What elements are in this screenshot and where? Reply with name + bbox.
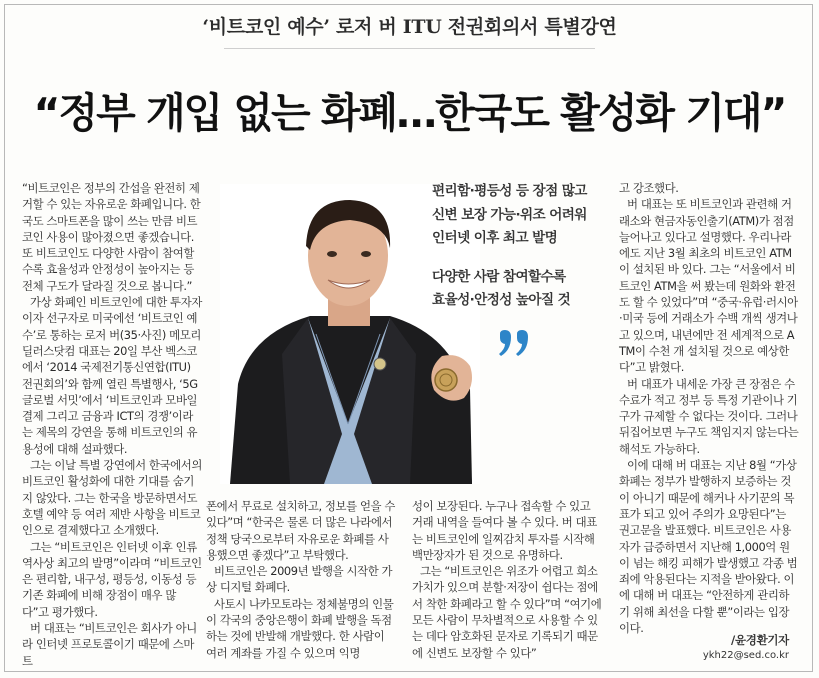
paragraph: 이에 대해 버 대표는 지난 8월 “가상화폐는 정부가 발행하지 보증하는 것이 아니기 때문에 해커나 사기꾼의 목표가 되고 있어 주의가 요망된다”는 권고문을 발표했다. 비트코인은 사용자가 급증하면서 지난해 1,000억 원이 넘는 해킹 피해가 발생했고 각종 범죄에 악용된다는 지적을 받아왔다. 이에 대해 버 대표는 “안전하게 관리하기 위해 최선을 다할 뿐”이라는 입장이다. — [619, 458, 798, 636]
paragraph: “비트코인은 정부의 간섭을 완전히 제거할 수 있는 자유로운 화폐입니다. 한국도 스마트폰을 많이 쓰는 만큼 비트코인 사용이 많아졌으면 좋겠습니다. 또 비트코인도 다양한 사람이 참여할수록 효율성과 안정성이 높아지는 등 전체 구도가 달라질 것으로 봅니다.” — [22, 181, 201, 293]
article-column-4 — [619, 180, 799, 636]
paragraph: 비트코인은 2009년 발행을 시작한 가상 디지털 화폐다. — [206, 564, 393, 595]
quote-mark-icon — [498, 330, 532, 360]
paragraph: 폰에서 무료로 설치하고, 정보를 얻을 수 있다”며 “한국은 물론 더 많은 나라에서 정책 당국으로부터 자유로운 화폐를 사용했으면 좋겠다”고 부탁했다. — [206, 499, 395, 562]
paragraph: 버 대표는 “비트코인은 회사가 아니라 인터넷 프로토콜이기 때문에 스마트 — [22, 621, 197, 668]
pull-quote-line: 다양한 사람 참여할수록 — [432, 268, 566, 285]
article-headline: “정부 개입 없는 화폐…한국도 활성화 기대” — [33, 89, 786, 137]
paragraph: 그는 “비트코인은 인터넷 이후 인류 역사상 최고의 발명”이라며 “비트코인은 편리함, 내구성, 평등성, 이동성 등 기존 화폐에 비해 장점이 매우 많다”고 평가했다. — [22, 539, 202, 619]
pull-quote-line: 효율성·안정성 높아질 것 — [432, 292, 571, 308]
paragraph: 그는 “비트코인은 위조가 어렵고 희소가치가 있으며 분할·저장이 쉽다는 점에서 착한 화폐라고 할 수 있다”며 “여기에 모든 사람이 무차별적으로 사용할 수 있는 데다 암호화된 문자로 기록되기 때문에 신변도 보장할 수 있다” — [412, 564, 602, 660]
paragraph: 사토시 나카모토라는 정체불명의 인물이 각국의 중앙은행이 화폐 발행을 독점하는 것에 반발해 개발했다. 한 사람이 여러 계좌를 가질 수 있으며 익명 — [206, 596, 394, 660]
reporter-email[interactable]: ykh22@sed.co.kr — [702, 650, 789, 661]
paragraph: 가상 화폐인 비트코인에 대한 투자자이자 선구자로 미국에선 ‘비트코인 예수’로 통하는 로저 버(35·사진) 메모리딜러스닷컴 대표는 20일 부산 벡스코에서 ‘2014 국제전기통신연합(ITU) 전권회의’와 함께 열린 특별행사, ‘5G 글로벌 서밋’에서 ‘비트코인과 모바일 결제 그리고 금융과 ICT의 경쟁’이라는 제목의 강연을 통해 비트코인의 유용성에 대해 설파했다. — [22, 295, 202, 456]
paragraph: 그는 이날 특별 강연에서 한국에서의 비트코인 활성화에 대한 기대를 숨기지 않았다. 그는 한국을 방문하면서도 호텔 예약 등 여러 제반 사항을 비트코인으로 결제했다고 소개했다. — [22, 458, 202, 538]
pull-quote-line: 인터넷 이후 최고 발명 — [432, 230, 558, 246]
paragraph: 고 강조했다. — [619, 181, 679, 195]
paragraph: 성이 보장된다. 누구나 접속할 수 있고 거래 내역을 들여다 볼 수 있다. 버 대표는 비트코인에 일찌감치 투자를 시작해 백만장자가 된 것으로 유명하다. — [412, 499, 597, 562]
article-column-2 — [206, 498, 396, 661]
paragraph: 버 대표가 내세운 가장 큰 장점은 수수료가 적고 정부 등 특정 기관이나 기구가 규제할 수 없다는 것이다. 그러나 뒤집어보면 누구도 책임지지 않는다는 해석도 가능하다. — [619, 376, 799, 456]
pull-quote-line: 신변 보장 가능·위조 어려워 — [432, 206, 587, 223]
pull-quote — [432, 180, 610, 313]
article-column-3 — [412, 498, 603, 661]
article-column-1 — [22, 180, 202, 669]
subhead-divider — [224, 48, 595, 49]
article-subhead: ‘비트코인 예수’ 로저 버 ITU 전권회의서 특별강연 — [202, 16, 617, 38]
byline: /윤경환기자 — [731, 633, 789, 647]
pull-quote-line: 편리함·평등성 등 장점 많고 — [432, 183, 587, 199]
paragraph: 버 대표는 또 비트코인과 관련해 거래소와 현금자동인출기(ATM)가 점점 늘어나고 있다고 설명했다. 우리나라에도 지난 3월 최초의 비트코인 ATM이 설치된 바 있다. 그는 “서울에서 비트코인 ATM을 써 봤는데 원화와 환전도 할 수 있었다”며 “중국·유럽·러시아·미국 등에 거래소가 수백 개씩 생겨나고 있으며, 내년에만 전 세계적으로 ATM이 수천 개 설치될 것으로 예상한다”고 밝혔다. — [619, 197, 798, 375]
